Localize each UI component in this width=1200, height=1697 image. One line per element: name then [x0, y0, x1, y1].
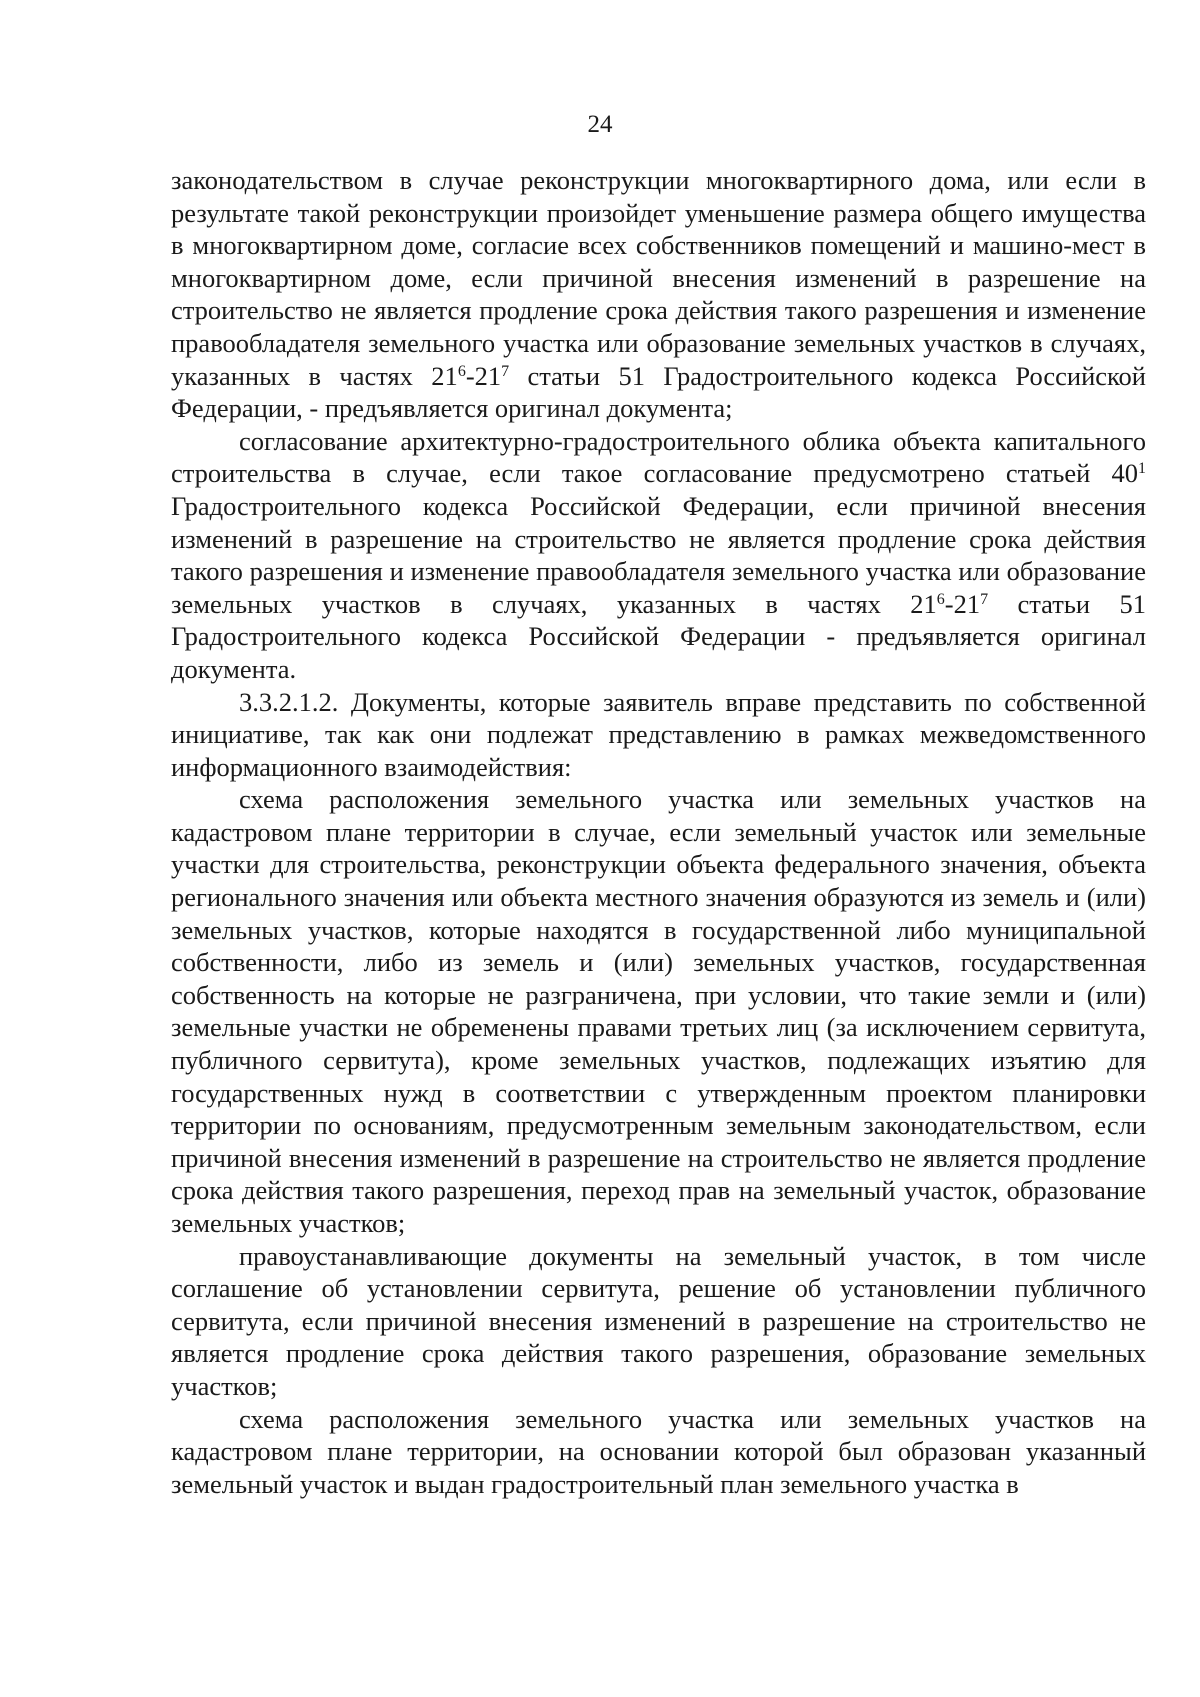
- superscript: 7: [501, 362, 510, 380]
- superscript: 1: [1138, 460, 1146, 478]
- text-segment: -21: [465, 360, 502, 391]
- text-segment: схема расположения земельного участка или земельных участков на кадастровом плане территории, на основании которой был образован указанный земельный участок и выдан градостроительный план земельного участка в: [171, 1403, 1146, 1499]
- text-segment: правоустанавливающие документы на земельный участок, в том числе соглашение об установлении сервитута, решение об установлении публичного сервитута, если причиной внесения изменений в разрешение на строительство не является продление срока действия такого разрешения, образование земельных участков;: [171, 1240, 1146, 1401]
- paragraph: [171, 686, 1146, 784]
- text-segment: статьи 51 Градостроительного кодекса Российской Федерации - предъявляется оригинал документа.: [171, 588, 1146, 684]
- text-segment: схема расположения земельного участка или земельных участков на кадастровом плане территории в случае, если земельный участок или земельные участки для строительства, реконструкции объекта федерального значения, объекта регионального значения или объекта местного значения образуются из земель и (или) земельных участков, которые находятся в государственной либо муниципальной собственности, либо из земель и (или) земельных участков, государственная собственность на которые не разграничена, при условии, что такие земли и (или) земельные участки не обременены правами третьих лиц (за исключением сервитута, публичного сервитута), кроме земельных участков, подлежащих изъятию для государственных нужд в соответствии с утвержденным проектом планировки территории по основаниям, предусмотренным земельным законодательством, если причиной внесения изменений в разрешение на строительство не является продление срока действия такого разрешения, переход прав на земельный участок, образование земельных участков;: [171, 784, 1146, 1238]
- document-body: [171, 164, 1146, 1500]
- superscript: 6: [936, 590, 945, 608]
- text-segment: 3.3.2.1.2. Документы, которые заявитель вправе представить по собственной инициативе, так как они подлежат представлению в рамках межведомственного информационного взаимодействия:: [171, 686, 1146, 782]
- text-segment: Градостроительного кодекса Российской Федерации, если причиной внесения изменений в разрешение на строительство не является продление срока действия такого разрешения и изменение правообладателя земельного участка или образование земельных участков в случаях, указанных в частях 21: [171, 490, 1146, 619]
- paragraph: [171, 783, 1146, 1239]
- paragraph: [171, 1403, 1146, 1501]
- text-segment: статьи 51 Градостроительного кодекса Российской Федерации, - предъявляется оригинал документа;: [171, 360, 1146, 424]
- page-number: 24: [587, 111, 613, 138]
- paragraph: [171, 425, 1146, 686]
- superscript: 6: [457, 362, 466, 380]
- paragraph: [171, 164, 1146, 425]
- paragraph: [171, 1240, 1146, 1403]
- text-segment: -21: [944, 588, 981, 619]
- text-segment: законодательством в случае реконструкции многоквартирного дома, или если в результате такой реконструкции произойдет уменьшение размера общего имущества в многоквартирном доме, согласие всех собственников помещений и машино-мест в многоквартирном доме, если причиной внесения изменений в разрешение на строительство не является продление срока действия такого разрешения и изменение правообладателя земельного участка или образование земельных участков в случаях, указанных в частях 21: [171, 165, 1146, 391]
- superscript: 7: [980, 590, 989, 608]
- text-segment: согласование архитектурно-градостроительного облика объекта капитального строительства в случае, если такое согласование предусмотрено статьей 40: [171, 425, 1146, 489]
